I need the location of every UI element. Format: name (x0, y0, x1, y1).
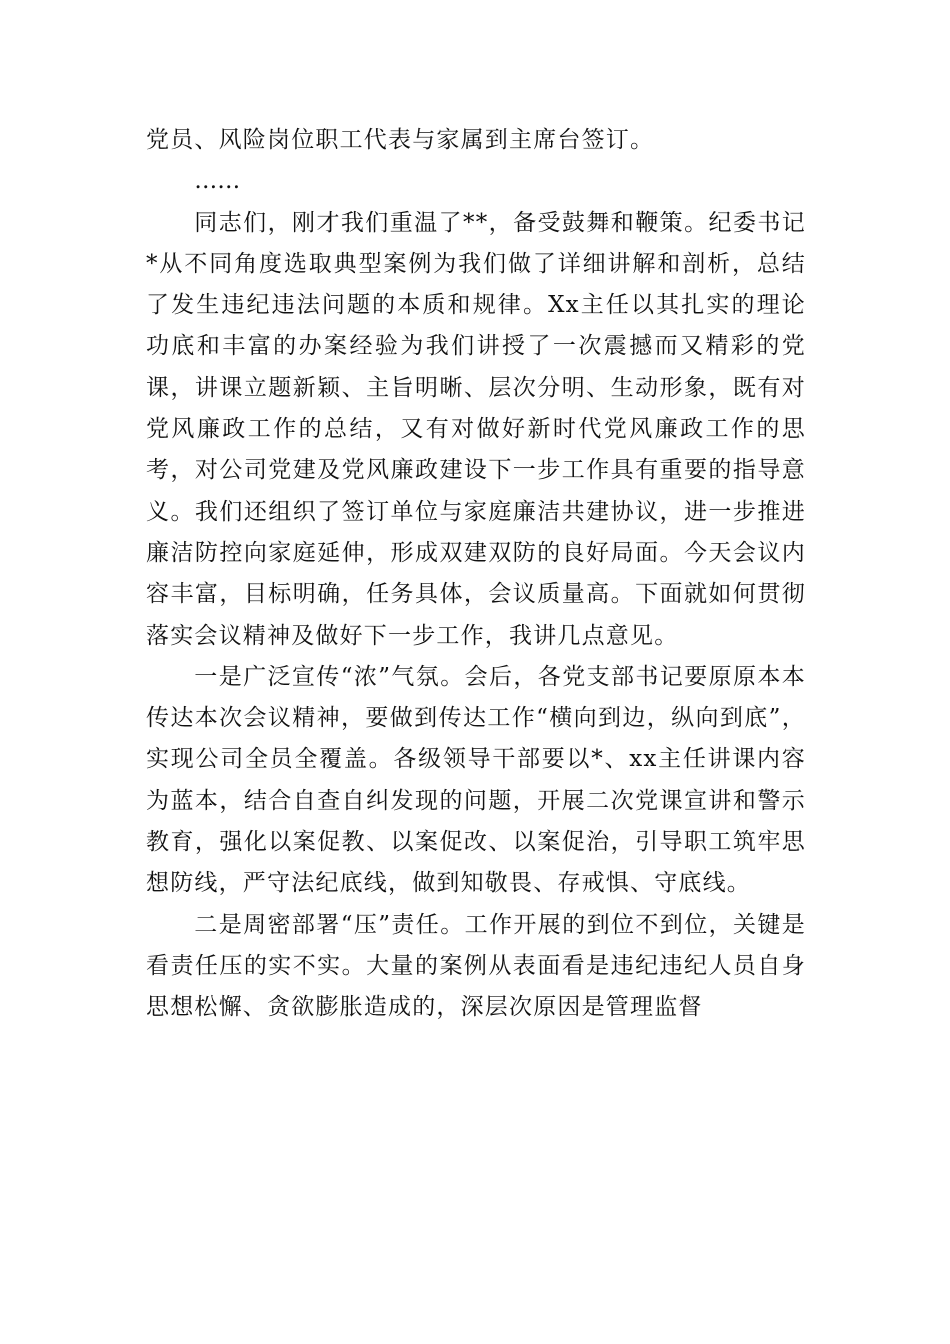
paragraph-point-one: 一是广泛宣传“浓”气氛。会后，各党支部书记要原原本本传达本次会议精神，要做到传达工作“横向到边，纵向到底”，实现公司全员全覆盖。各级领导干部要以*、xx主任讲课内容为蓝本，结合自查自纠发现的问题，开展二次党课宣讲和警示教育，强化以案促教、以案促改、以案促治，引导职工筑牢思想防线，严守法纪底线，做到知敬畏、存戒惧、守底线。 (146, 663, 806, 897)
paragraph-continuation: 党员、风险岗位职工代表与家属到主席台签订。 (146, 127, 655, 153)
paragraph-summary: 同志们，刚才我们重温了**，备受鼓舞和鞭策。纪委书记*从不同角度选取典型案例为我们做了详细讲解和剖析，总结了发生违纪违法问题的本质和规律。Xx主任以其扎实的理论功底和丰富的办案经验为我们讲授了一次震撼而又精彩的党课，讲课立题新颖、主旨明晰、层次分明、生动形象，既有对党风廉政工作的总结，又有对做好新时代党风廉政工作的思考，对公司党建及党风廉政建设下一步工作具有重要的指导意义。我们还组织了签订单位与家庭廉洁共建协议，进一步推进廉洁防控向家庭延伸，形成双建双防的良好局面。今天会议内容丰富，目标明确，任务具体，会议质量高。下面就如何贯彻落实会议精神及做好下一步工作，我讲几点意见。 (146, 209, 806, 649)
document-page (146, 120, 806, 1029)
ellipsis-line: …… (194, 168, 241, 195)
paragraph-point-two: 二是周密部署“压”责任。工作开展的到位不到位，关键是看责任压的实不实。大量的案例从表面看是违纪违纪人员自身思想松懈、贪欲膨胀造成的，深层次原因是管理监督 (146, 911, 806, 1021)
